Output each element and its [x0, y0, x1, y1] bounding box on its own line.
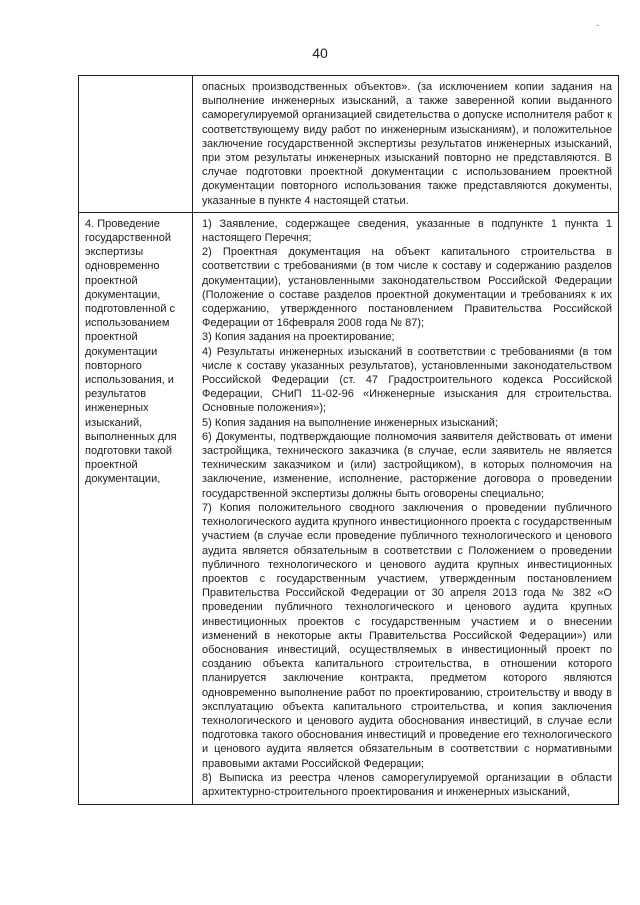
list-item: 1) Заявление, содержащее сведения, указанные в подпункте 1 пункта 1 настоящего Перечня; [202, 217, 612, 245]
list-item: 2) Проектная документация на объект капитального строительства в соответствии с требованиями (в том числе к составу и содержанию разделов документации), установленными законодательством Российской Федерации (Положение о составе разделов проектной документации и требованиях к их содержанию, утвержденного постановлением Правительства Российской Федерации от 16февраля 2008 года № 87); [202, 246, 612, 330]
list-item: 6) Документы, подтверждающие полномочия заявителя действовать от имени застройщика, технического заказчика (в случае, если заявитель не является техническим заказчиком и (или) застройщиком), в которых полномочия на заключение, изменение, исполнение, расторжение договора о проведении государственной экспертизы должны быть оговорены специально; [202, 430, 612, 500]
list-item: 7) Копия положительного сводного заключения о проведении публичного технологического аудита крупного инвестиционного проекта с государственным участием (в случае если проведение публичного технологического и ценового аудита является обязательным в соответствии с Положением о проведении публичного технологического и ценового аудита крупных инвестиционных проектов с государственным участием, утвержденным постановлением Правительства Российской Федерации от 30 апреля 2013 года № 382 «О проведении публичного технологического и ценового аудита крупных инвестиционных проектов с государственным участием и о внесении изменений в некоторые акты Правительства Российской Федерации») или обоснования инвестиций, осуществляемых в инвестиционный проект по созданию объекта капитального строительства, в отношении которого планируется заключение контракта, предметом которого являются одновременно выполнение работ по проектированию, строительству и вводу в эксплуатацию объекта капитального строительства, и копия заключения технологического и ценового аудита обоснования инвестиций, в случае если подготовка такого обоснования инвестиций и проведение его технологического и ценового аудита является обязательным в соответствии с нормативными правовыми актами Российской Федерации; [202, 501, 612, 770]
table-cell-left [79, 212, 193, 804]
table-row [79, 76, 619, 213]
table-cell-left [79, 76, 193, 213]
continued-paragraph: опасных производственных объектов». (за исключением копии задания на выполнение инженерных изысканий, а также заверенной копии выданного саморегулируемой организацией свидетельства о допуске исполнителя работ к соответствующему виду работ по инженерным изысканиям), и положительное заключение государственной экспертизы результатов инженерных изысканий, при этом результаты инженерных изысканий повторно не представляются. В случае подготовки проектной документации с использованием проектной документации повторного использования также представляются документы, указанные в пункте 4 настоящей статьи. [202, 81, 612, 207]
requirements-table [78, 75, 619, 805]
list-item: 8) Выписка из реестра членов саморегулируемой организации в области архитектурно-строительного проектирования и инженерных изысканий, [202, 771, 612, 798]
list-item: 3) Копия задания на проектирование; [202, 331, 395, 344]
table-cell-right [193, 76, 619, 213]
list-item: 4) Результаты инженерных изысканий в соответствии с требованиями (в том числе к составу указанных результатов), установленными законодательством Российской Федерации (ст. 47 Градостроительного кодекса Российской Федерации, СНиП 11-02-96 «Инженерные изыскания для строительства. Основные положения»); [202, 345, 612, 415]
page-number: 40 [312, 45, 328, 61]
list-item: 5) Копия задания на выполнение инженерных изысканий; [202, 416, 498, 429]
table-cell-right [193, 212, 619, 804]
corner-mark: - [596, 20, 599, 30]
table-row [79, 212, 619, 804]
procedure-title: 4. Проведение государственной экспертизы одновременно проектной документации, подготовленной с использованием проектной документации повторного использования, и результатов инженерных изысканий, выполненных для подготовки такой проектной документации, [85, 217, 177, 486]
